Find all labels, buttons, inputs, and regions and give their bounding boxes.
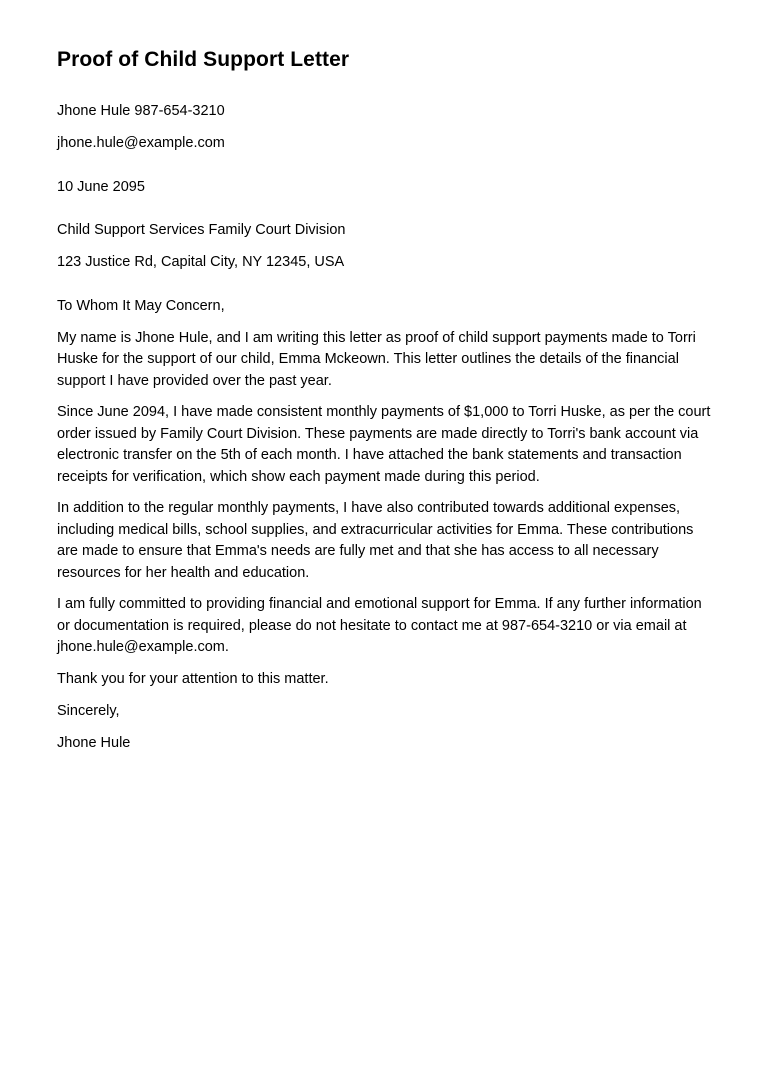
signature-name: Jhone Hule: [57, 734, 131, 751]
letter-title: Proof of Child Support Letter: [57, 48, 350, 71]
sign-off: Sincerely,: [57, 702, 120, 719]
sender-name-phone: Jhone Hule 987-654-3210: [57, 103, 225, 119]
body-paragraph-1: My name is Jhone Hule, and I am writing this letter as proof of child support payments made to Torri Huske for the support of our child, Emma Mckeown. This letter outlines the details of the financial support I have provided over the past year.: [57, 329, 696, 389]
salutation: To Whom It May Concern,: [57, 297, 225, 314]
sender-email: jhone.hule@example.com: [57, 135, 225, 151]
body-paragraph-4: I am fully committed to providing financial and emotional support for Emma. If any further information or documentation is required, please do not hesitate to contact me at 987-654-3210 or via email at jhone.hule@example.com.: [57, 596, 702, 655]
body-paragraph-2: Since June 2094, I have made consistent monthly payments of $1,000 to Torri Huske, as per the court order issued by Family Court Division. These payments are made directly to Torri's bank account via electronic transfer on the 5th of each month. I have attached the bank statements and transaction receipts for verification, which show each payment made during this period.: [57, 404, 711, 485]
recipient-address: 123 Justice Rd, Capital City, NY 12345, USA: [57, 254, 345, 270]
body-paragraph-3: In addition to the regular monthly payments, I have also contributed towards additional expenses, including medical bills, school supplies, and extracurricular activities for Emma. These contributions are made to ensure that Emma's needs are fully met and that she has access to all necessary resources for her health and education.: [57, 500, 694, 581]
closing-thanks: Thank you for your attention to this matter.: [57, 670, 329, 687]
letter-date: 10 June 2095: [57, 178, 145, 195]
recipient-organization: Child Support Services Family Court Division: [57, 222, 346, 238]
